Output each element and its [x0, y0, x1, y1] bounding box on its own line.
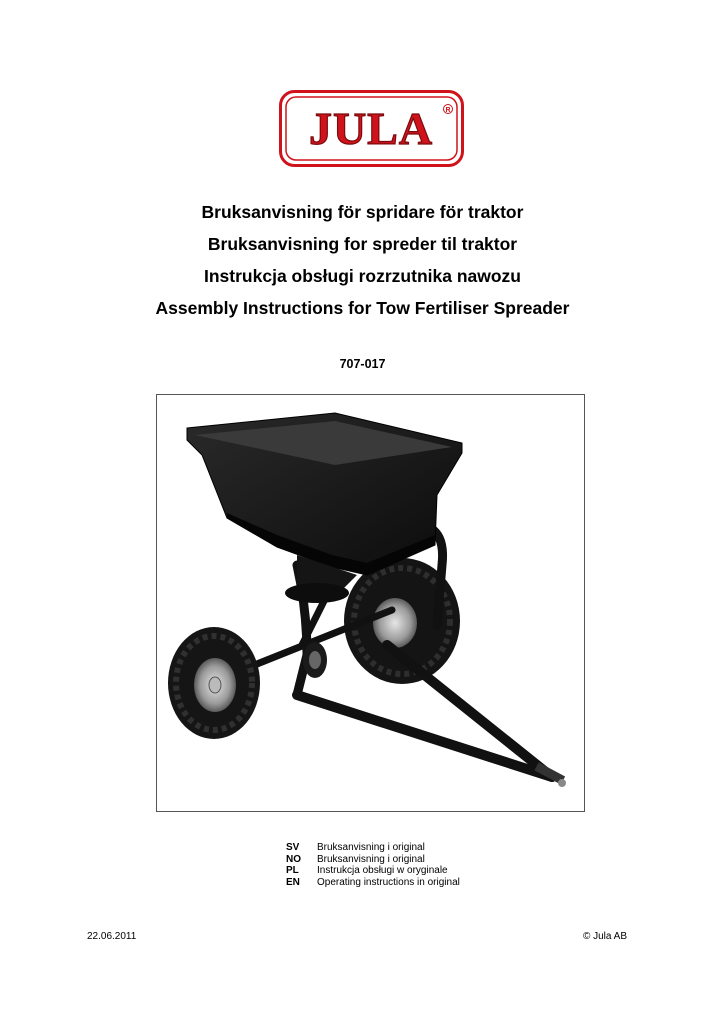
title-norwegian: Bruksanvisning for spreder til traktor: [207, 234, 518, 254]
language-text: Instrukcja obsługi w oryginale: [317, 865, 448, 876]
language-code: NO: [286, 853, 301, 865]
title-english: Assembly Instructions for Tow Fertiliser Spreader: [155, 298, 570, 318]
language-text: Bruksanvisning i original: [317, 853, 425, 865]
language-row: [286, 865, 460, 877]
title-swedish: Bruksanvisning för spridare för traktor: [201, 202, 524, 222]
language-code: SV: [286, 842, 300, 853]
front-wheel: [168, 627, 260, 739]
footer-date: 22.06.2011: [87, 931, 137, 942]
language-row: [286, 842, 460, 854]
model-number: 707-017: [339, 357, 386, 371]
language-text: Bruksanvisning i original: [317, 842, 425, 853]
jula-logo-graphic: [279, 90, 464, 167]
language-row: [286, 877, 460, 889]
language-row: [286, 854, 460, 866]
svg-text:JULA: JULA: [308, 103, 434, 154]
svg-text:R: R: [445, 107, 451, 114]
product-photo: [156, 394, 585, 812]
language-text: Operating instructions in original: [317, 876, 460, 888]
language-list: [286, 842, 460, 888]
title-polish: Instrukcja obsługi rozrzutnika nawozu: [204, 266, 521, 286]
title-block: [0, 196, 725, 324]
tow-spreader-illustration: [157, 395, 584, 811]
footer-copyright: © Jula AB: [582, 931, 627, 942]
language-code: PL: [286, 865, 299, 876]
language-code: EN: [286, 876, 300, 888]
spinner-gear: [303, 642, 327, 678]
jula-logo: [279, 90, 464, 167]
